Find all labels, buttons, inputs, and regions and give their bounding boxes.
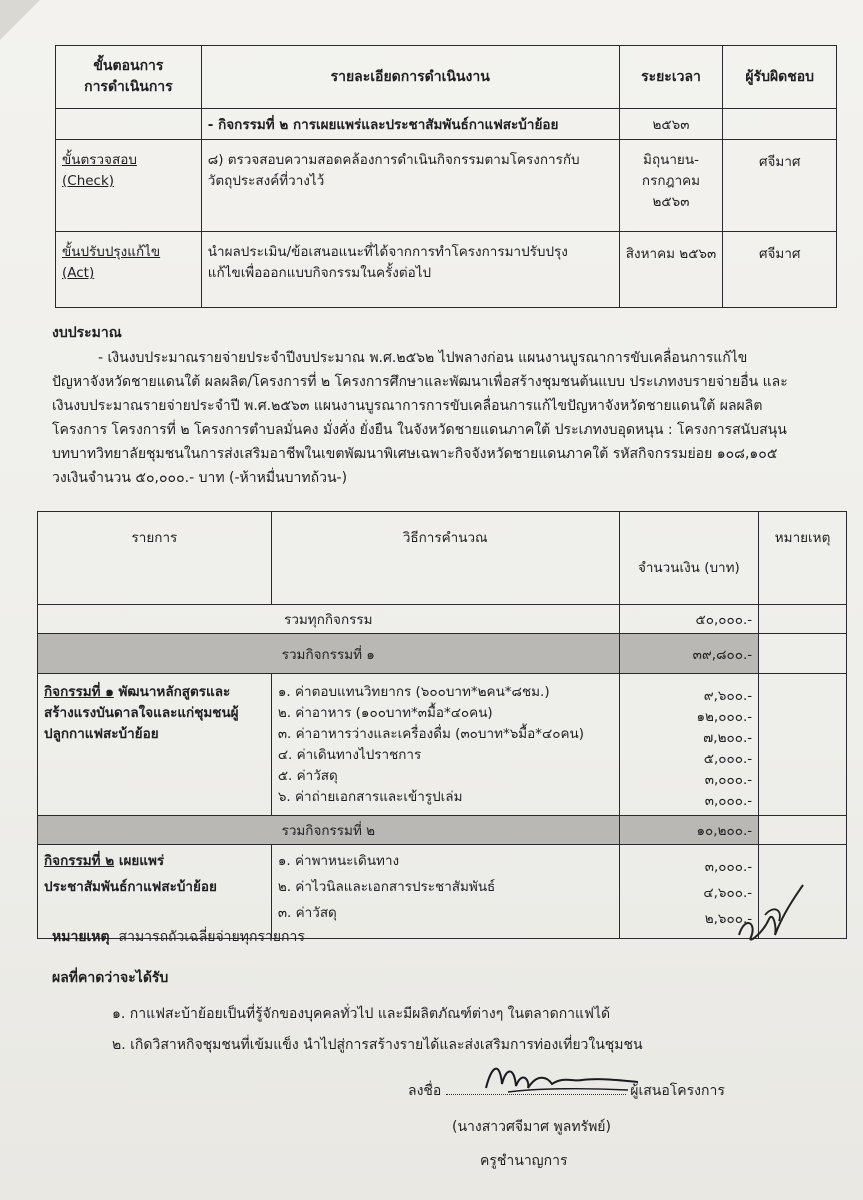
budget-heading: งบประมาณ (52, 325, 122, 341)
total-label: รวมทุกกิจกรรม (38, 605, 620, 634)
activity-amounts (619, 674, 759, 816)
process-detail: ๘) ตรวจสอบความสอดคล้องการดำเนินกิจกรรมตามโครงการกับ วัตถุประสงค์ที่วางไว้ (201, 140, 619, 232)
process-period: ๒๕๖๓ (619, 109, 723, 140)
total-amount: ๕๐,๐๐๐.- (619, 605, 759, 634)
page-corner (0, 0, 40, 40)
calc-item: ๒. ค่าอาหาร (๑๐๐บาท*๓มื้อ*๔๐คน) (277, 705, 493, 721)
process-period: มิถุนายน- กรกฎาคม ๒๕๖๓ (619, 140, 723, 232)
header-detail: รายละเอียดการดำเนินงาน (201, 46, 619, 109)
process-period: สิงหาคม ๒๕๖๓ (619, 232, 723, 308)
proposer-label: ผู้เสนอโครงการ (630, 1083, 725, 1099)
amount-item: ๒,๖๐๐.- (704, 911, 753, 927)
calc-item: ๒. ค่าไวนิลและเอกสารประชาสัมพันธ์ (277, 879, 496, 895)
header-amount: จำนวนเงิน (บาท) (619, 512, 759, 605)
amount-item: ๔,๖๐๐.- (703, 885, 753, 901)
budget-line: บทบาทวิทยาลัยชุมชนในการส่งเสริมอาชีพในเขตพัฒนาพิเศษเฉพาะกิจจังหวัดชายแดนภาคใต้ รหัสกิจกรรมย่อย ๑๐๘,๑๐๕ (52, 446, 778, 462)
expected-heading: ผลที่คาดว่าจะได้รับ (52, 970, 169, 986)
amount-item: ๓,๐๐๐.- (704, 859, 753, 875)
calc-item: ๓. ค่าวัสดุ (277, 905, 337, 921)
header-step: ขั้นตอนการ การดำเนินการ (56, 46, 202, 109)
budget-line: โครงการ โครงการที่ ๒ โครงการตำบลมั่นคง มั่งคั่ง ยั่งยืน ในจังหวัดชายแดนภาคใต้ ประเภทงบอุดหนุน : โครงการสนับสนุน (52, 422, 787, 438)
process-row (56, 109, 837, 140)
amount-item: ๑๒,๐๐๐.- (696, 709, 753, 725)
activity-note (759, 674, 847, 816)
handwritten-signature (478, 1058, 648, 1100)
calc-item: ๓. ค่าอาหารว่างและเครื่องดื่ม (๓๐บาท*๖มื้อ*๔๐คน) (277, 726, 585, 742)
activity-title: กิจกรรมที่ ๑ พัฒนาหลักสูตรและ สร้างแรงบันดาลใจและแก่ชุมชนผู้ ปลูกกาแฟสะบ้าย้อย (38, 674, 272, 816)
budget-header-row (38, 512, 847, 605)
amount-item: ๓,๐๐๐.- (704, 772, 753, 788)
total-note (759, 605, 847, 634)
activity-calcs (271, 845, 619, 939)
header-item: รายการ (38, 512, 272, 605)
process-row (56, 140, 837, 232)
amount-item: ๗,๒๐๐.- (703, 730, 753, 746)
amount-item: ๙,๖๐๐.- (703, 688, 753, 704)
process-owner: ศจีมาศ (723, 232, 837, 308)
budget-line: - เงินงบประมาณรายจ่ายประจำปีงบประมาณ พ.ศ.๒๕๖๒ ไปพลางก่อน แผนงานบูรณาการขับเคลื่อนการแก้ไข (98, 350, 748, 366)
amount-item: ๓,๐๐๐.- (704, 793, 753, 809)
remark-text: สามารถถัวเฉลี่ยจ่ายทุกรายการ (118, 929, 305, 945)
subtotal-note (759, 634, 847, 674)
subtotal-row (38, 634, 847, 674)
header-note: หมายเหตุ (759, 512, 847, 605)
process-row (56, 232, 837, 308)
activity-calcs (271, 674, 619, 816)
calc-item: ๑. ค่าตอบแทนวิทยากร (๖๐๐บาท*๒คน*๘ชม.) (277, 684, 550, 700)
header-period: ระยะเวลา (619, 46, 723, 109)
process-owner: ศจีมาศ (723, 140, 837, 232)
process-header-row (56, 46, 837, 109)
activity-row (38, 674, 847, 816)
signer-position: ครูชำนาญการ (480, 1153, 568, 1169)
header-owner: ผู้รับผิดชอบ (723, 46, 837, 109)
budget-line: เงินงบประมาณรายจ่ายประจำปี พ.ศ.๒๕๖๓ แผนงานบูรณาการการขับเคลื่อนการแก้ไขปัญหาจังหวัดชายแดนใต้ ผลผลิต (52, 398, 763, 414)
signer-name: (นางสาวศจีมาศ พูลทรัพย์) (452, 1119, 611, 1135)
budget-line: วงเงินจำนวน ๕๐,๐๐๐.- บาท (-ห้าหมื่นบาทถ้วน-) (52, 470, 348, 486)
subtotal-row (38, 816, 847, 845)
budget-paragraph (52, 346, 852, 490)
remark (52, 926, 305, 948)
remark-label: หมายเหตุ (52, 929, 110, 945)
subtotal-label: รวมกิจกรรมที่ ๒ (38, 816, 620, 845)
initials-signature (735, 875, 807, 947)
process-step: ขั้นปรับปรุงแก้ไข (Act) (56, 232, 202, 308)
process-step (56, 109, 202, 140)
process-table (55, 45, 837, 308)
subtotal-note (759, 816, 847, 845)
calc-item: ๔. ค่าเดินทางไปราชการ (277, 747, 422, 763)
total-row (38, 605, 847, 634)
calc-item: ๑. ค่าพาหนะเดินทาง (277, 853, 400, 869)
activity-title: กิจกรรมที่ ๒ เผยแพร่ ประชาสัมพันธ์กาแฟสะบ้าย้อย (38, 845, 272, 939)
process-detail: - กิจกรรมที่ ๒ การเผยแพร่และประชาสัมพันธ์กาแฟสะบ้าย้อย (201, 109, 619, 140)
calc-item: ๕. ค่าวัสดุ (277, 768, 338, 784)
subtotal-label: รวมกิจกรรมที่ ๑ (38, 634, 620, 674)
activity-row (38, 845, 847, 939)
process-detail: นำผลประเมิน/ข้อเสนอแนะที่ได้จากการทำโครงการมาปรับปรุง แก้ไขเพื่อออกแบบกิจกรรมในครั้งต่อไป (201, 232, 619, 308)
header-calc: วิธีการคำนวณ (271, 512, 619, 605)
amount-item: ๕,๐๐๐.- (703, 751, 753, 767)
sign-label: ลงชื่อ (408, 1083, 442, 1099)
process-step: ขั้นตรวจสอบ (Check) (56, 140, 202, 232)
budget-line: ปัญหาจังหวัดชายแดนใต้ ผลผลิต/โครงการที่ ๒ โครงการศึกษาและพัฒนาเพื่อสร้างชุมชนต้นแบบ ประเภทงบรายจ่ายอื่น และ (52, 374, 788, 390)
process-owner (723, 109, 837, 140)
subtotal-amount: ๓๙,๘๐๐.- (619, 634, 759, 674)
subtotal-amount: ๑๐,๒๐๐.- (619, 816, 759, 845)
expected-item: ๒. เกิดวิสาหกิจชุมชนที่เข้มแข็ง นำไปสู่การสร้างรายได้และส่งเสริมการท่องเที่ยวในชุมชน (112, 1037, 643, 1053)
calc-item: ๖. ค่าถ่ายเอกสารและเข้ารูปเล่ม (277, 789, 463, 805)
expected-item: ๑. กาแฟสะบ้าย้อยเป็นที่รู้จักของบุคคลทั่วไป และมีผลิตภัณฑ์ต่างๆ ในตลาดกาแฟได้ (112, 1006, 611, 1022)
budget-table (37, 511, 847, 939)
